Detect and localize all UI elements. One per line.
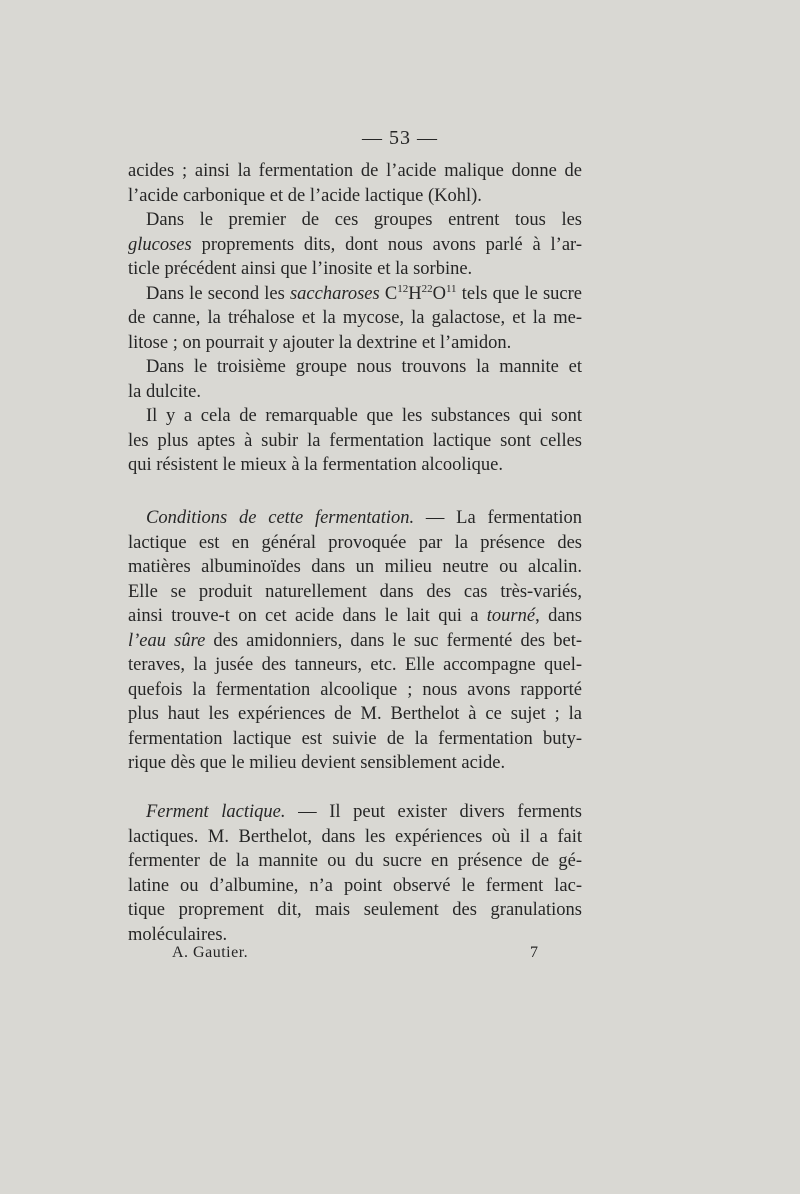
signature-mark: 7 — [530, 944, 538, 961]
text-fragment: — Il peut exister divers ferments — [285, 802, 583, 822]
italic-term: l’eau sûre — [128, 630, 206, 651]
text-line: teraves, la jusée des tanneurs, etc. Elle accompagne quel- — [128, 655, 582, 675]
paragraph-saccharoses — [128, 282, 582, 356]
chemical-formula — [380, 284, 457, 304]
text-line — [128, 282, 582, 307]
text-line: tique proprement dit, mais seulement des granulations — [128, 900, 582, 920]
text-line: Dans le premier de ces groupes entrent tous les — [146, 210, 582, 230]
formula-index: 22 — [421, 282, 433, 295]
formula-index: 12 — [397, 282, 409, 295]
section-heading: Conditions de cette fermentation. — [146, 508, 415, 528]
text-line: fermentation lactique est suivie de la fermentation buty- — [128, 728, 582, 749]
text-line: plus haut les expériences de M. Berthelot à ce sujet ; la — [128, 704, 582, 724]
text-line — [128, 233, 582, 258]
text-fragment: ainsi trouve-t on cet acide dans le lait qui a — [128, 606, 487, 626]
formula-element: O — [432, 283, 446, 304]
page-number: — 53 — — [362, 127, 438, 149]
text-line: Elle se produit naturellement dans des cas très-variés, — [128, 581, 582, 602]
italic-term: glucoses — [128, 234, 192, 255]
italic-term: saccharoses — [289, 283, 380, 304]
section-conditions — [128, 506, 582, 776]
paragraph-mannite — [128, 355, 582, 404]
text-line: de canne, la tréhalose et la mycose, la galactose, et la me- — [128, 308, 582, 328]
text-line: lactique est en général provoquée par la présence des — [128, 532, 582, 553]
text-line: acides ; ainsi la fermentation de l’acide malique donne de — [128, 161, 582, 181]
italic-term: tourné — [486, 606, 536, 626]
text-line: la dulcite. — [128, 381, 201, 402]
formula-element: H — [408, 283, 422, 304]
text-fragment: proprements dits, dont nous avons parlé à l’ar- — [191, 234, 582, 255]
text-line: qui résistent le mieux à la fermentation alcoolique. — [128, 455, 504, 475]
text-line: les plus aptes à subir la fermentation lactique sont celles — [128, 430, 582, 451]
text-block-top — [128, 159, 582, 478]
text-line: matières albuminoïdes dans un milieu neutre ou alcalin. — [128, 557, 582, 577]
paragraph-glucoses — [128, 208, 582, 282]
section-ferment-lactique — [128, 800, 582, 947]
text-fragment: — La fermentation — [414, 508, 582, 528]
text-fragment: des amidonniers, dans le suc fermenté des bet- — [205, 630, 582, 651]
text-line — [128, 604, 582, 629]
author-name: A. Gautier. — [172, 944, 249, 961]
text-fragment: , dans — [535, 606, 582, 626]
text-line: ticle précédent ainsi que l’inosite et la sorbine. — [128, 259, 473, 279]
text-line: l’acide carbonique et de l’acide lactique (Kohl). — [128, 185, 482, 206]
paragraph-remarquable — [128, 404, 582, 478]
section-heading-line — [128, 800, 582, 825]
text-fragment: tels que le sucre — [456, 283, 583, 304]
text-line: moléculaires. — [128, 924, 228, 945]
text-line: fermenter de la mannite ou du sucre en présence de gé- — [128, 851, 582, 871]
text-line: latine ou d’albumine, n’a point observé le ferment lac- — [128, 875, 582, 896]
text-line: rique dès que le milieu devient sensiblement acide. — [128, 753, 506, 773]
text-fragment: Dans le second les — [146, 283, 290, 304]
formula-index: 11 — [445, 282, 457, 295]
section-heading-line — [128, 506, 582, 531]
text-line: quefois la fermentation alcoolique ; nous avons rapporté — [128, 679, 582, 700]
text-line — [128, 629, 582, 654]
text-line: litose ; on pourrait y ajouter la dextrine et l’amidon. — [128, 332, 512, 353]
text-line: Dans le troisième groupe nous trouvons la mannite et — [146, 357, 582, 377]
formula-element: C — [379, 283, 398, 304]
text-line: lactiques. M. Berthelot, dans les expériences où il a fait — [128, 826, 582, 847]
section-heading: Ferment lactique. — [146, 802, 286, 822]
text-line: Il y a cela de remarquable que les substances qui sont — [146, 406, 582, 426]
paragraph-acides — [128, 159, 582, 208]
